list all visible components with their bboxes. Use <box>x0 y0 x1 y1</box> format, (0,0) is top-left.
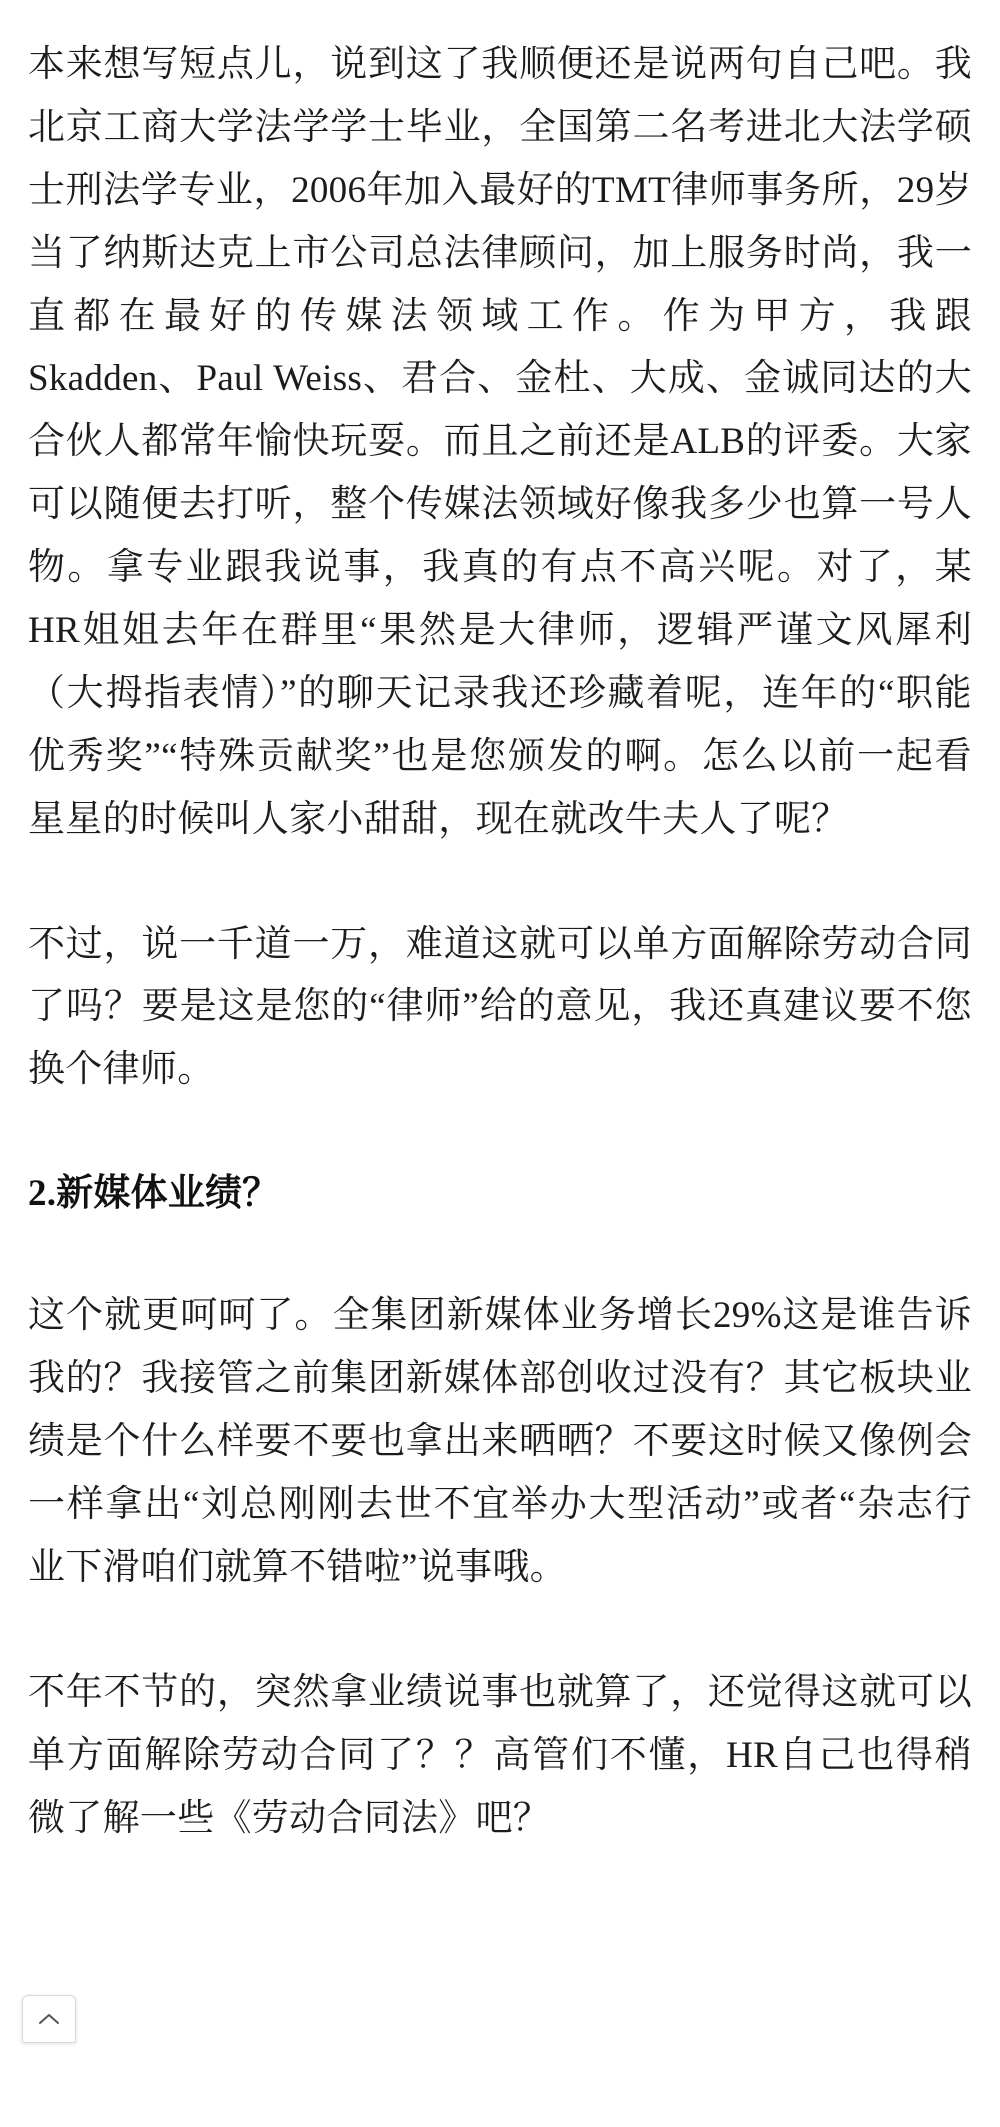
paragraph-1: 本来想写短点儿，说到这了我顺便还是说两句自己吧。我北京工商大学法学学士毕业，全国第二名考进北大法学硕士刑法学专业，2006年加入最好的TMT律师事务所，29岁当了纳斯达克上市公司总法律顾问，加上服务时尚，我一直都在最好的传媒法领域工作。作为甲方，我跟Skadden、Paul Weiss、君合、金杜、大成、金诚同达的大合伙人都常年愉快玩耍。而且之前还是ALB的评委。大家可以随便去打听，整个传媒法领域好像我多少也算一号人物。拿专业跟我说事，我真的有点不高兴呢。对了，某HR姐姐去年在群里“果然是大律师，逻辑严谨文风犀利（大拇指表情）”的聊天记录我还珍藏着呢，连年的“职能优秀奖”“特殊贡献奖”也是您颁发的啊。怎么以前一起看星星的时候叫人家小甜甜，现在就改牛夫人了呢？ <box>28 44 972 840</box>
paragraph-spacer <box>28 852 972 914</box>
heading-bottom-spacer <box>28 1223 972 1285</box>
scroll-to-top-button[interactable] <box>22 1995 76 2043</box>
section-heading: 2.新媒体业绩？ <box>28 1173 280 1215</box>
paragraph-spacer-2 <box>28 1600 972 1662</box>
paragraph-4: 不年不节的，突然拿业绩说事也就算了，还觉得这就可以单方面解除劳动合同了？？高管们不懂，HR自己也得稍微了解一些《劳动合同法》吧？ <box>28 1671 972 1839</box>
paragraph-2: 不过，说一千道一万，难道这就可以单方面解除劳动合同了吗？要是这是您的“律师”给的意见，我还真建议要不您换个律师。 <box>28 923 972 1091</box>
paragraph-3: 这个就更呵呵了。全集团新媒体业务增长29%这是谁告诉我的？我接管之前集团新媒体部创收过没有？其它板块业绩是个什么样要不要也拿出来晒晒？不要这时候又像例会一样拿出“刘总刚刚去世不宜举办大型活动”或者“杂志行业下滑咱们就算不错啦”说事哦。 <box>28 1295 972 1588</box>
chevron-up-icon <box>38 2012 60 2026</box>
heading-spacer <box>28 1102 972 1164</box>
